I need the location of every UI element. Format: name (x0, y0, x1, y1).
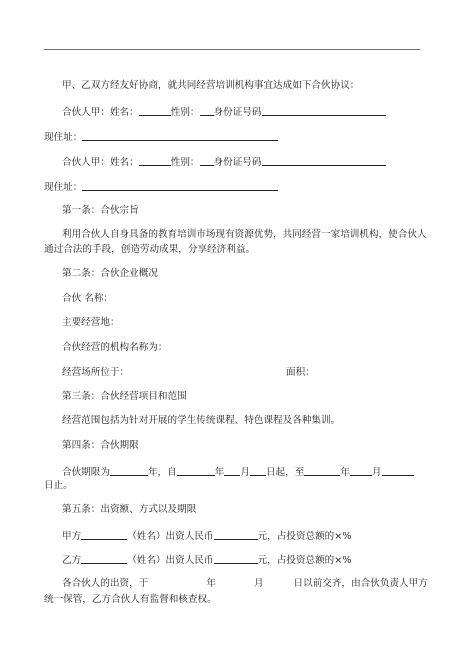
article-4-title (62, 440, 139, 452)
partner-b-gender-label: 性别： (170, 157, 200, 168)
address-blank (82, 180, 278, 191)
partner-a-label: 合伙人甲：姓名： (62, 107, 139, 118)
article-1-para-line-1 (62, 229, 427, 241)
end-year-label: 年 (340, 467, 350, 478)
article-2-org-line (62, 342, 168, 354)
party-b-name-blank (81, 553, 127, 564)
article-5-para-line-2 (44, 594, 217, 606)
article-1-para-text-2: 通过合法的手段，创造劳动成果，分享经济利益。 (44, 244, 256, 255)
partner-a-id-label: 身份证号码 (213, 107, 262, 118)
partner-b-address-line (44, 180, 278, 194)
party-b-mid: （姓名）出资人民币 (127, 555, 214, 566)
article-1-title (62, 205, 139, 217)
address-blank (82, 130, 278, 141)
end-year-blank (304, 465, 340, 476)
article-2-name-label: 合伙 名称： (62, 293, 114, 304)
article-2-org-label: 合伙经营的机构名称为： (62, 342, 168, 353)
address-label: 现住址： (44, 182, 83, 193)
partner-a-gender-label: 性别： (170, 107, 200, 118)
partner-b-id-blank (262, 155, 386, 166)
article-5-para-line-1 (62, 578, 428, 590)
term-years-blank (110, 465, 148, 476)
article-2-business-label: 主要经营地： (62, 317, 120, 328)
article-2-area-label: 面积： (286, 367, 315, 378)
term-year-from-label: 年，自 (147, 467, 177, 478)
article-3-para (62, 415, 340, 427)
article-2-place-line (62, 367, 129, 379)
article-3-para-text: 经营范围包括为针对开展的学生传统课程、特色课程及各种集训。 (62, 415, 341, 426)
end-month-label: 月 (371, 467, 382, 478)
contribution-year-label: 年 (206, 578, 216, 589)
start-year-blank (177, 465, 215, 476)
article-2-area-line (286, 367, 315, 379)
partner-a-name-blank (139, 105, 171, 116)
party-b-amount-blank (214, 553, 258, 564)
term-label: 合伙期限为 (62, 467, 110, 478)
intro-text: 甲、乙双方经友好协商，就共同经营培训机构事宜达成如下合伙协议： (62, 80, 360, 91)
article-5-para-text-2: 统一保管，乙方合伙人有监督和核查权。 (44, 594, 217, 605)
header-rule (44, 49, 420, 50)
article-5-party-a-line (62, 529, 351, 543)
end-month-blank (350, 465, 372, 476)
contribution-month-label: 月 (253, 578, 264, 589)
partner-a-address-line (44, 130, 278, 144)
start-day-blank (250, 465, 266, 476)
article-2-name-line (62, 293, 113, 305)
partner-b-id-label: 身份证号码 (213, 157, 262, 168)
partner-a-id-blank (262, 105, 386, 116)
contribution-text-a: 各合伙人的出资，于 (62, 578, 149, 589)
article-2-place-label: 经营场所位于： (62, 367, 130, 378)
article-3-title-text: 第三条：合伙经营项目和范围 (62, 391, 187, 402)
party-a-prefix: 甲方 (62, 531, 82, 542)
start-day-label: 日起，至 (265, 467, 305, 478)
start-month-blank (224, 465, 240, 476)
article-4-title-text: 第四条：合伙期限 (62, 440, 139, 451)
party-a-suffix: 元，占投资总额的×% (257, 531, 352, 542)
address-label: 现住址： (44, 132, 83, 143)
article-2-business-line (62, 317, 120, 329)
party-b-prefix: 乙方 (62, 555, 82, 566)
partner-b-line (62, 155, 386, 169)
article-5-party-b-line (62, 553, 351, 567)
party-b-suffix: 元，占投资总额的×% (257, 555, 352, 566)
article-1-para-line-2 (44, 244, 255, 256)
start-month-label: 月 (240, 467, 250, 478)
intro-paragraph (62, 80, 359, 92)
partner-a-line (62, 105, 386, 119)
party-a-mid: （姓名）出资人民币 (127, 531, 214, 542)
start-year-label: 年 (214, 467, 225, 478)
party-a-name-blank (81, 529, 127, 540)
article-1-para-text-1: 利用合伙人自身具备的教育培训市场现有资源优势，共同经营一家培训机构，使合伙人 (62, 229, 427, 240)
article-2-title (62, 268, 158, 280)
article-3-title (62, 391, 187, 403)
article-2-title-text: 第二条：合伙企业概况 (62, 268, 158, 279)
article-4-term-line (62, 465, 414, 479)
article-1-title-text: 第一条：合伙宗旨 (62, 205, 139, 216)
partner-b-gender-blank (200, 155, 214, 166)
end-day-blank (382, 465, 414, 476)
contribution-text-d: 日以前交齐，由合伙负责人甲方 (293, 578, 428, 589)
term-end-label: 日止。 (44, 480, 73, 491)
partner-b-name-blank (139, 155, 171, 166)
article-4-term-end (44, 480, 73, 492)
article-5-title-text: 第五条：出资额、方式以及期限 (62, 504, 197, 515)
partner-a-gender-blank (200, 105, 214, 116)
article-5-title (62, 504, 196, 516)
partner-b-label: 合伙人甲：姓名： (62, 157, 139, 168)
party-a-amount-blank (214, 529, 258, 540)
